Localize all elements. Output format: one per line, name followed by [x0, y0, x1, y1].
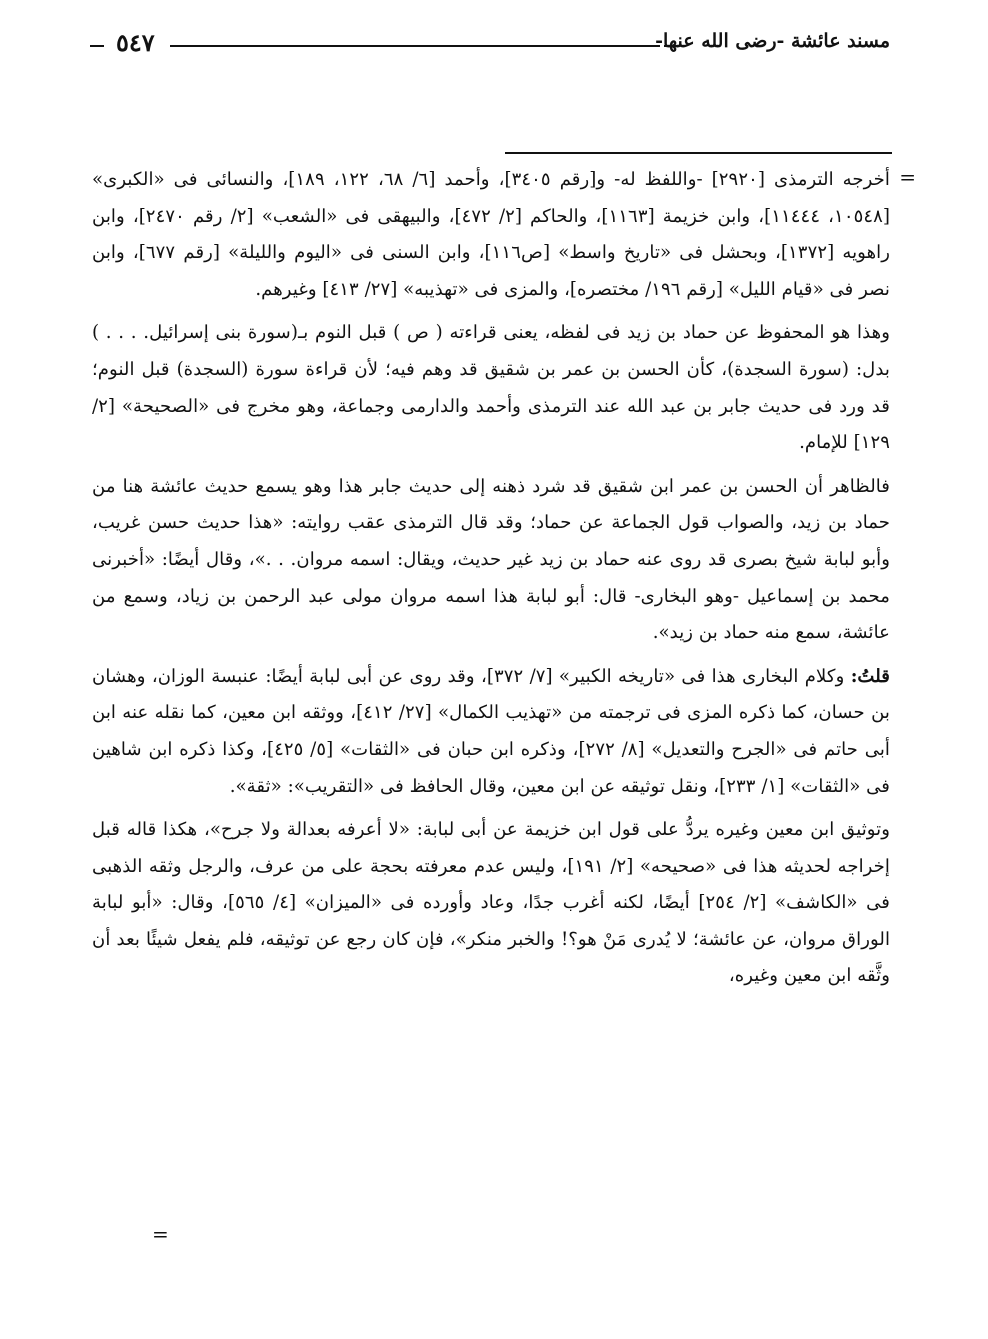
continuation-mark-bottom: = [152, 1222, 169, 1246]
footnote-separator [505, 152, 892, 154]
footnote-paragraph-4 [92, 659, 890, 805]
page-number-dash-left [90, 45, 104, 47]
footnote-body [92, 162, 890, 995]
footnote-paragraph-3: فالظاهر أن الحسن بن عمر ابن شقيق قد شرد ذهنه إلى حديث جابر هذا وهو يسمع حديث عائشة هنا من حماد بن زيد، والصواب قول الجماعة عن حماد؛ وقد قال الترمذى عقب روايته: «هذا حديث حسن غريب، وأبو لبابة شيخ بصرى قد روى عنه حماد بن زيد غير حديث، ويقال: اسمه مروان. . .»، وقال أيضًا: «أخبرنى محمد بن إسماعيل -وهو البخارى- قال: أبو لبابة هذا اسمه مروان مولى عبد الرحمن بن زياد، وسمع من عائشة، سمع منه حماد بن زيد». [92, 475, 890, 644]
qult-label: قلتُ: [850, 665, 890, 687]
page-number: ٥٤٧ [116, 28, 155, 57]
footnote-paragraph-5: وتوثيق ابن معين وغيره يردُّ على قول ابن خزيمة عن أبى لبابة: «لا أعرفه بعدالة ولا جرح»، هكذا قاله قبل إخراجه لحديثه هذا فى «صحيحه» [٢/ ١٩١]، وليس عدم معرفته بحجة على من عرف، والرجل وثقه الذهبى فى «الكاشف» [٢/ ٢٥٤] أيضًا، لكنه أغرب جدًا، وعاد وأورده فى «الميزان» [٤/ ٥٦٥]، وقال: «أبو لبابة الوراق مروان، عن عائشة؛ لا يُدرى مَنْ هو؟! والخبر منكر»، فإن كان رجع عن توثيقه، فلم يفعل شيئًا بعد أن وثَّقه ابن معين وغيره، [92, 819, 890, 987]
continuation-mark-top: = [899, 165, 916, 189]
footnote-paragraph-1: أخرجه الترمذى [٢٩٢٠] -واللفظ له- و[رقم ٣٤٠٥]، وأحمد [٦/ ٦٨، ١٢٢، ١٨٩]، والنسائى فى «الكبرى» [١٠٥٤٨، ١١٤٤٤]، وابن خزيمة [١١٦٣]، والحاكم [٢/ ٤٧٢]، والبيهقى فى «الشعب» [٢/ رقم ٢٤٧٠]، وابن راهويه [١٣٧٢]، وبحشل فى «تاريخ واسط» [ص١١٦]، وابن السنى فى «اليوم والليلة» [رقم ٦٧٧]، وابن نصر فى «قيام الليل» [رقم ١٩٦/ مختصره]، والمزى فى «تهذيبه» [٢٧/ ٤١٣] وغيرهم. [92, 169, 890, 300]
header-rule [170, 45, 660, 47]
footnote-paragraph-4-text: وكلام البخارى هذا فى «تاريخه الكبير» [٧/ ٣٧٢]، وقد روى عن أبى لبابة أيضًا: عنبسة الوزان، وهشان بن حسان، كما ذكره المزى فى ترجمته من «تهذيب الكمال» [٢٧/ ٤١٢]، ووثقه ابن معين، كما نقله عنه ابن أبى حاتم فى «الجرح والتعديل» [٨/ ٢٧٢]، وذكره ابن حبان فى «الثقات» [٥/ ٤٢٥]، وكذا ذكره ابن شاهين فى «الثقات» [١/ ٢٣٣]، ونقل توثيقه عن ابن معين، وقال الحافظ فى «التقريب»: «ثقة». [92, 665, 890, 797]
running-header-title: مسند عائشة -رضى الله عنها- [655, 30, 890, 52]
page-number-dash-right [222, 45, 236, 47]
header-dash [664, 45, 672, 47]
page-header [90, 28, 890, 62]
footnote-paragraph-2: وهذا هو المحفوظ عن حماد بن زيد فى لفظه، يعنى قراءته ( ص ) قبل النوم بـ(سورة بنى إسرائيل. . . . ) بدل: (سورة السجدة)، كأن الحسن بن عمر بن شقيق قد وهم فيه؛ لأن قراءة سورة (السجدة) قبل النوم؛ قد ورد فى حديث جابر بن عبد الله عند الترمذى وأحمد والدارمى وجماعة، وهو مخرج فى «الصحيحة» [٢/ ١٢٩] للإمام. [92, 322, 890, 454]
